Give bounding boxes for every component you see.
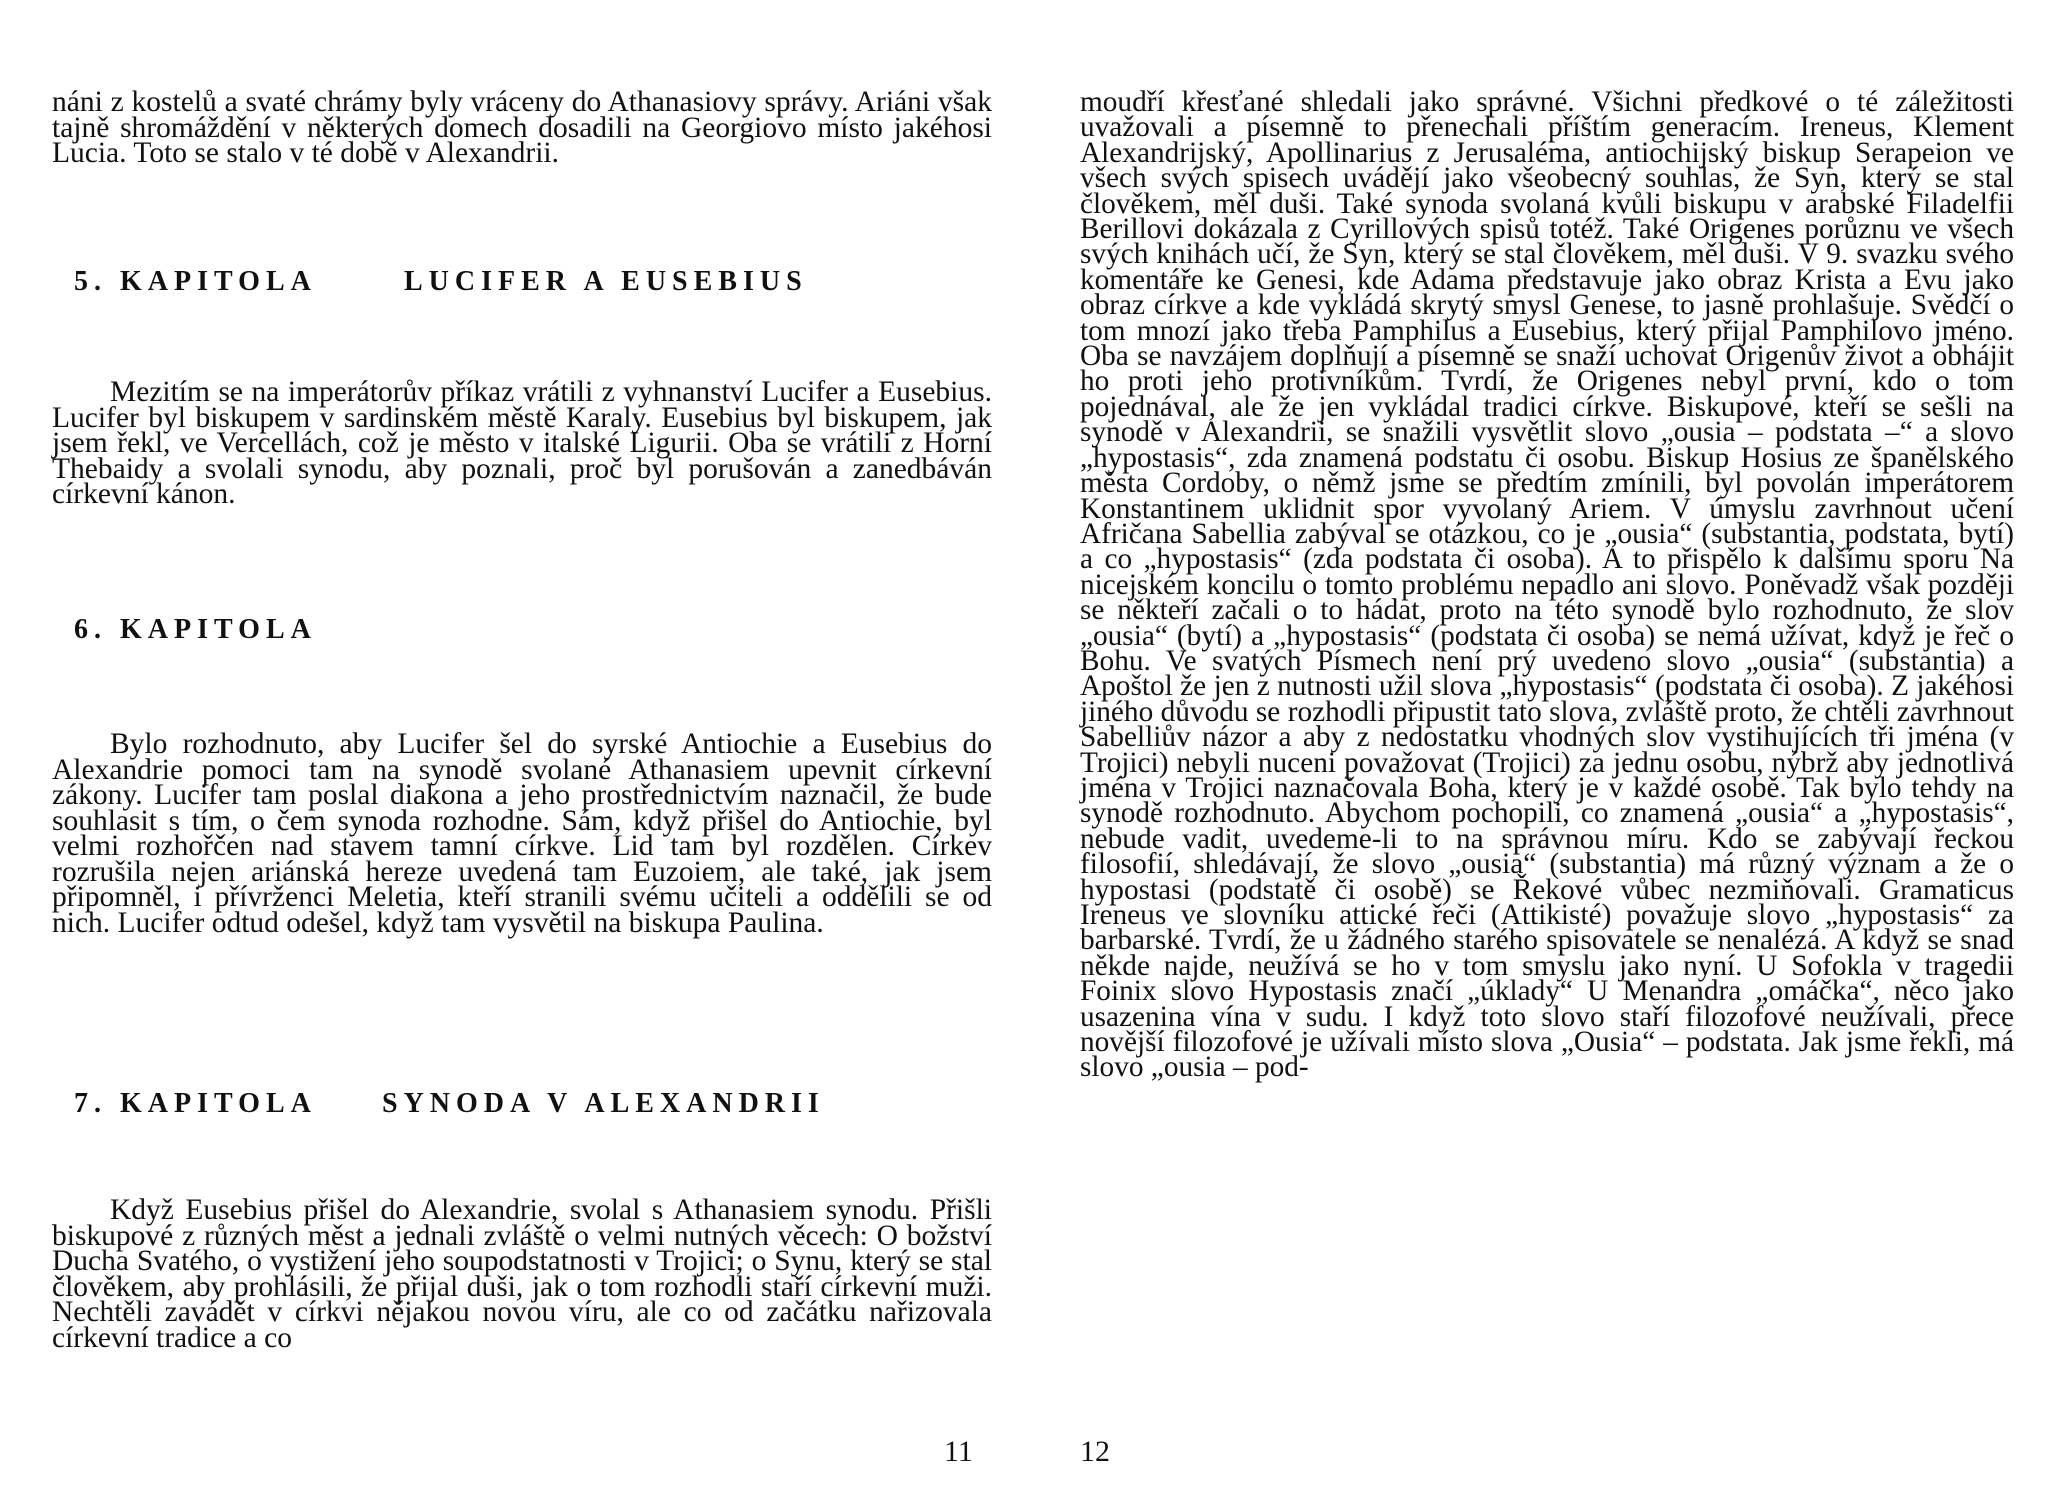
right-page-paragraph: moudří křesťané shledali jako správné. Všichni předkové o té záležitosti uvažovali a písemně to přenechali příštím generacím. Ireneus, Klement Alexandrijský, Apollinarius z Jerusaléma, antiochijský biskup Serapeion ve všech svých spisech uvádějí jako všeobecný souhlas, že Syn, který se stal člověkem, měl duši. Také synoda svolaná kvůli biskupu v arabské Filadelfii Berillovi dokázala z Cyrillových spisů totéž. Také Origenes porůznu ve všech svých knihách učí, že Syn, který se stal člověkem, měl duši. V 9. svazku svého komentáře ke Genesi, kde Adama představuje jako obraz Krista a Evu jako obraz církve a kde vykládá skrytý smysl Genese, to jasně prohlašuje. Svědčí o tom mnozí jako třeba Pamphilus a Eusebius, který přijal Pamphilovo jméno. Oba se navzájem doplňují a písemně se snaží uchovat Origenův život a obhájit ho proti jeho protivníkům. Tvrdí, že Origenes nebyl první, kdo o tom pojednával, ale že jen vykládal tradici církve. Biskupové, kteří se sešli na synodě v Alexandrii, se snažili vysvětlit slovo „ousia – podstata –“ a slovo „hypostasis“, zda znamená podstatu či osobu. Biskup Hosius ze španělského města Cordoby, o němž jsme se předtím zmínili, byl povolán imperátorem Konstantinem uklidnit spor vyvolaný Ariem. V úmyslu zavrhnout učení Afričana Sabellia zabýval se otázkou, co je „ousia“ (substantia, podstata, bytí) a co „hypostasis“ (zda podstata či osoba). A to přispělo k dalšímu sporu Na nicejském koncilu o tomto problému nepadlo ani slovo. Poněvadž však později se někteří začali o to hádat, proto na této synodě bylo rozhodnuto, že slov „ousia“ (bytí) a „hypostasis“ (podstata či osoba) se nemá užívat, když je řeč o Bohu. Ve svatých Písmech není prý uvedeno slovo „ousia“ (substantia) a Apoštol že jen z nutnosti užil slova „hypostasis“ (podstata či osoba). Z jakéhosi jiného důvodu se rozhodli připustit tato slova, zvláště proto, že chtěli zavrhnout Sabelliův názor a aby z nedostatku vhodných slov vystihujících tři jména (v Trojici) nebyli nuceni považovat (Trojici) za jednu osobu, nýbrž aby jednotlivá jména v Trojici naznačovala Boha, který je v každé osobě. Tak bylo tehdy na synodě rozhodnuto. Abychom pochopili, co znamená „ousia“ a „hypostasis“, nebude vadit, uvedeme-li to na správnou míru. Kdo se zabývají řeckou filosofií, shledávají, že slovo „ousia“ (substantia) má různý význam a že o hypostasi (podstatě či osobě) se Řekové vůbec nezmiňovali. Gramaticus Ireneus ve slovníku attické řeči (Attikisté) považuje slovo „hypostasis“ za barbarské. Tvrdí, že u žádného starého spisovatele se nenalézá. A když se snad někde najde, neužívá se ho v tom smyslu jako nyní. U Sofokla v tragedii Foinix slovo Hypostasis značí „úklady“ U Menandra „omáčka“, něco jako usazenina vína v sudu. I když toto slovo staří filozofové neužívali, přece novější filozofové je užívali místo slova „Ousia“ – podstata. Jak jsme řekli, má slovo „ousia – pod- bbox=[1080, 86, 2014, 1084]
chapter-7-paragraph: Když Eusebius přišel do Alexandrie, svolal s Athanasiem synodu. Přišli biskupové z různých měst a jednali zvláště o velmi nutných věcech: O božství Ducha Svatého, o vystižení jeho soupodstatnosti v Trojici; o Synu, který se stal člověkem, aby prohlásili, že přijal duši, jak o tom rozhodli staří církevní muži. Nechtěli zavádět v církvi nějakou novou víru, ale co od začátku nařizovala církevní tradice a co bbox=[52, 1194, 992, 1354]
chapter-6-paragraph: Bylo rozhodnuto, aby Lucifer šel do syrské Antiochie a Eusebius do Alexandrie pomoci tam na synodě svolané Athanasiem upevnit církevní zákony. Lucifer tam poslal diakona a jeho prostřednictvím naznačil, že bude souhlasit s tím, o čem synoda rozhodne. Sám, když přišel do Antiochie, byl velmi rozhořčen nad stavem tamní církve. Lid tam byl rozdělen. Církev rozrušila nejen ariánská hereze uvedená tam Euzoiem, ale také, jak jsem připomněl, i přívrženci Meletia, kteří stranili svému učiteli a oddělili se od nich. Lucifer odtud odešel, když tam vysvětil na biskupa Paulina. bbox=[52, 728, 992, 939]
chapter-5-heading bbox=[74, 266, 808, 298]
chapter-7-heading bbox=[74, 1088, 825, 1120]
chapter-5-title: LUCIFER A EUSEBIUS bbox=[404, 266, 808, 297]
chapter-5-label: 5. KAPITOLA bbox=[74, 266, 317, 297]
chapter-7-title: SYNODA V ALEXANDRII bbox=[382, 1088, 825, 1119]
chapter-6-heading bbox=[74, 614, 317, 646]
intro-paragraph: náni z kostelů a svaté chrámy byly vráceny do Athanasiovy správy. Ariáni však tajně shromáždění v některých domech dosadili na Georgiovo místo jakéhosi Lucia. Toto se stalo v té době v Alexandrii. bbox=[52, 86, 992, 169]
left-page-number: 11 bbox=[944, 1435, 973, 1468]
right-page-number: 12 bbox=[1080, 1435, 1110, 1468]
left-page bbox=[52, 0, 992, 1500]
chapter-6-label: 6. KAPITOLA bbox=[74, 614, 317, 645]
chapter-5-paragraph: Mezitím se na imperátorův příkaz vrátili z vyhnanství Lucifer a Eusebius. Lucifer byl biskupem v sardinském městě Karaly. Eusebius byl biskupem, jak jsem řekl, ve Vercellách, což je město v italské Ligurii. Oba se vrátili z Horní Thebaidy a svolali synodu, aby poznali, proč byl porušován a zanedbáván církevní kánon. bbox=[52, 376, 992, 510]
chapter-7-label: 7. KAPITOLA bbox=[74, 1088, 317, 1119]
right-page bbox=[1080, 0, 2014, 1500]
